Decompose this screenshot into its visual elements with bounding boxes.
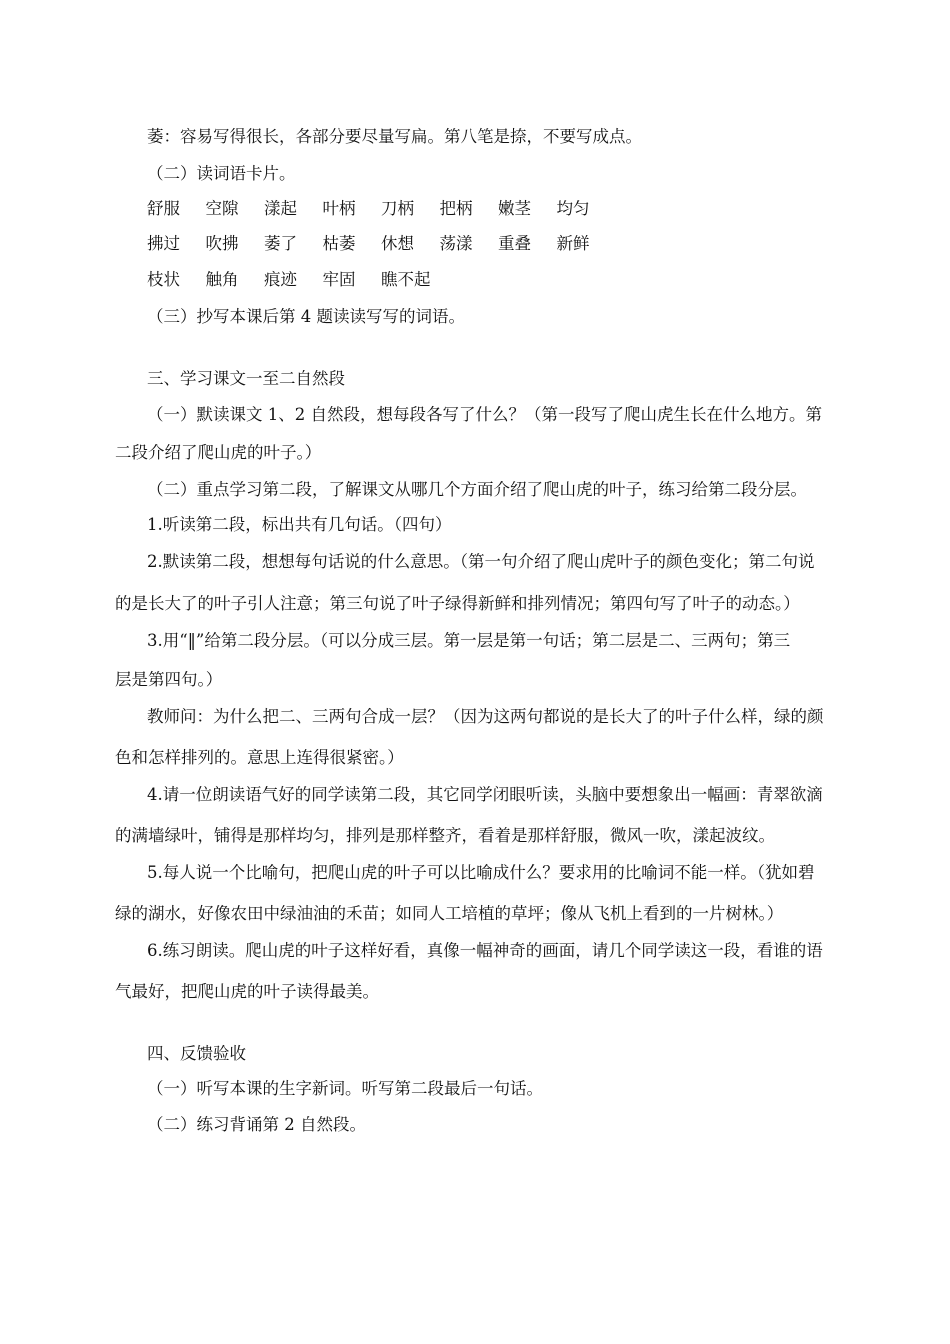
paragraph-line: 4.请一位朗读语气好的同学读第二段，其它同学闭眼听读，头脑中要想象出一幅画：青翠欲滴 (147, 785, 823, 804)
paragraph-line: （一）默读课文 1、2 自然段，想每段各写了什么？（第一段写了爬山虎生长在什么地方。第 (147, 405, 822, 424)
word-card: 漾起 (264, 199, 297, 218)
section-heading: （三）抄写本课后第 4 题读读写写的词语。 (147, 307, 465, 326)
word-card: 枯萎 (322, 234, 356, 253)
word-card: 枝状 (147, 270, 180, 289)
paragraph-line: 2.默读第二段，想想每句话说的什么意思。（第一句介绍了爬山虎叶子的颜色变化；第二句说 (147, 552, 815, 571)
paragraph-line: 层是第四句。） (115, 670, 223, 689)
paragraph-line: 5.每人说一个比喻句，把爬山虎的叶子可以比喻成什么？要求用的比喻词不能一样。（犹如碧 (147, 863, 815, 882)
word-card: 空隙 (205, 199, 239, 218)
word-card: 痕迹 (264, 270, 297, 289)
section-heading: 三、学习课文一至二自然段 (147, 369, 345, 388)
paragraph-line: 教师问：为什么把二、三两句合成一层？（因为这两句都说的是长大了的叶子什么样，绿的颜 (147, 707, 824, 726)
paragraph-line: 二段介绍了爬山虎的叶子。） (115, 443, 322, 462)
section-heading: 四、反馈验收 (147, 1044, 246, 1063)
paragraph-line: （一）听写本课的生字新词。听写第二段最后一句话。 (147, 1079, 543, 1098)
section-heading: （二）读词语卡片。 (147, 164, 296, 183)
word-card: 拂过 (147, 234, 180, 253)
word-card: 均匀 (556, 199, 590, 218)
word-card: 瞧不起 (381, 270, 431, 289)
paragraph-line: （二）重点学习第二段，了解课文从哪几个方面介绍了爬山虎的叶子，练习给第二段分层。 (147, 480, 807, 499)
paragraph-line: 萎：容易写得很长，各部分要尽量写扁。第八笔是捺，不要写成点。 (147, 127, 642, 146)
word-card: 荡漾 (439, 234, 473, 253)
word-card: 叶柄 (322, 199, 356, 218)
word-card: 舒服 (147, 199, 180, 218)
word-card: 休想 (381, 234, 414, 253)
paragraph-line: 气最好，把爬山虎的叶子读得最美。 (115, 982, 379, 1001)
paragraph-line: 的是长大了的叶子引人注意；第三句说了叶子绿得新鲜和排列情况；第四句写了叶子的动态。） (115, 594, 800, 613)
word-card-row-2 (147, 234, 615, 254)
paragraph-line: 的满墙绿叶，铺得是那样均匀，排列是那样整齐，看着是那样舒服，微风一吹，漾起波纹。 (115, 826, 775, 845)
paragraph-line: （二）练习背诵第 2 自然段。 (147, 1115, 366, 1134)
word-card-row-1 (147, 199, 615, 219)
word-card: 触角 (205, 270, 239, 289)
paragraph-line: 3.用“‖”给第二段分层。（可以分成三层。第一层是第一句话；第二层是二、三两句；第三 (147, 631, 791, 650)
word-card: 萎了 (264, 234, 297, 253)
paragraph-line: 绿的湖水，好像农田中绿油油的禾苗；如同人工培植的草坪；像从飞机上看到的一片树林。） (115, 904, 784, 923)
word-card: 吹拂 (205, 234, 239, 253)
paragraph-line: 色和怎样排列的。意思上连得很紧密。） (115, 748, 404, 767)
word-card: 把柄 (439, 199, 473, 218)
word-card: 刀柄 (381, 199, 414, 218)
word-card: 牢固 (322, 270, 356, 289)
word-card-row-3 (147, 270, 440, 290)
word-card: 重叠 (498, 234, 531, 253)
word-card: 新鲜 (556, 234, 590, 253)
paragraph-line: 6.练习朗读。爬山虎的叶子这样好看，真像一幅神奇的画面，请几个同学读这一段，看谁的语 (147, 941, 823, 960)
word-card: 嫩茎 (498, 199, 531, 218)
paragraph-line: 1.听读第二段，标出共有几句话。（四句） (147, 515, 452, 534)
